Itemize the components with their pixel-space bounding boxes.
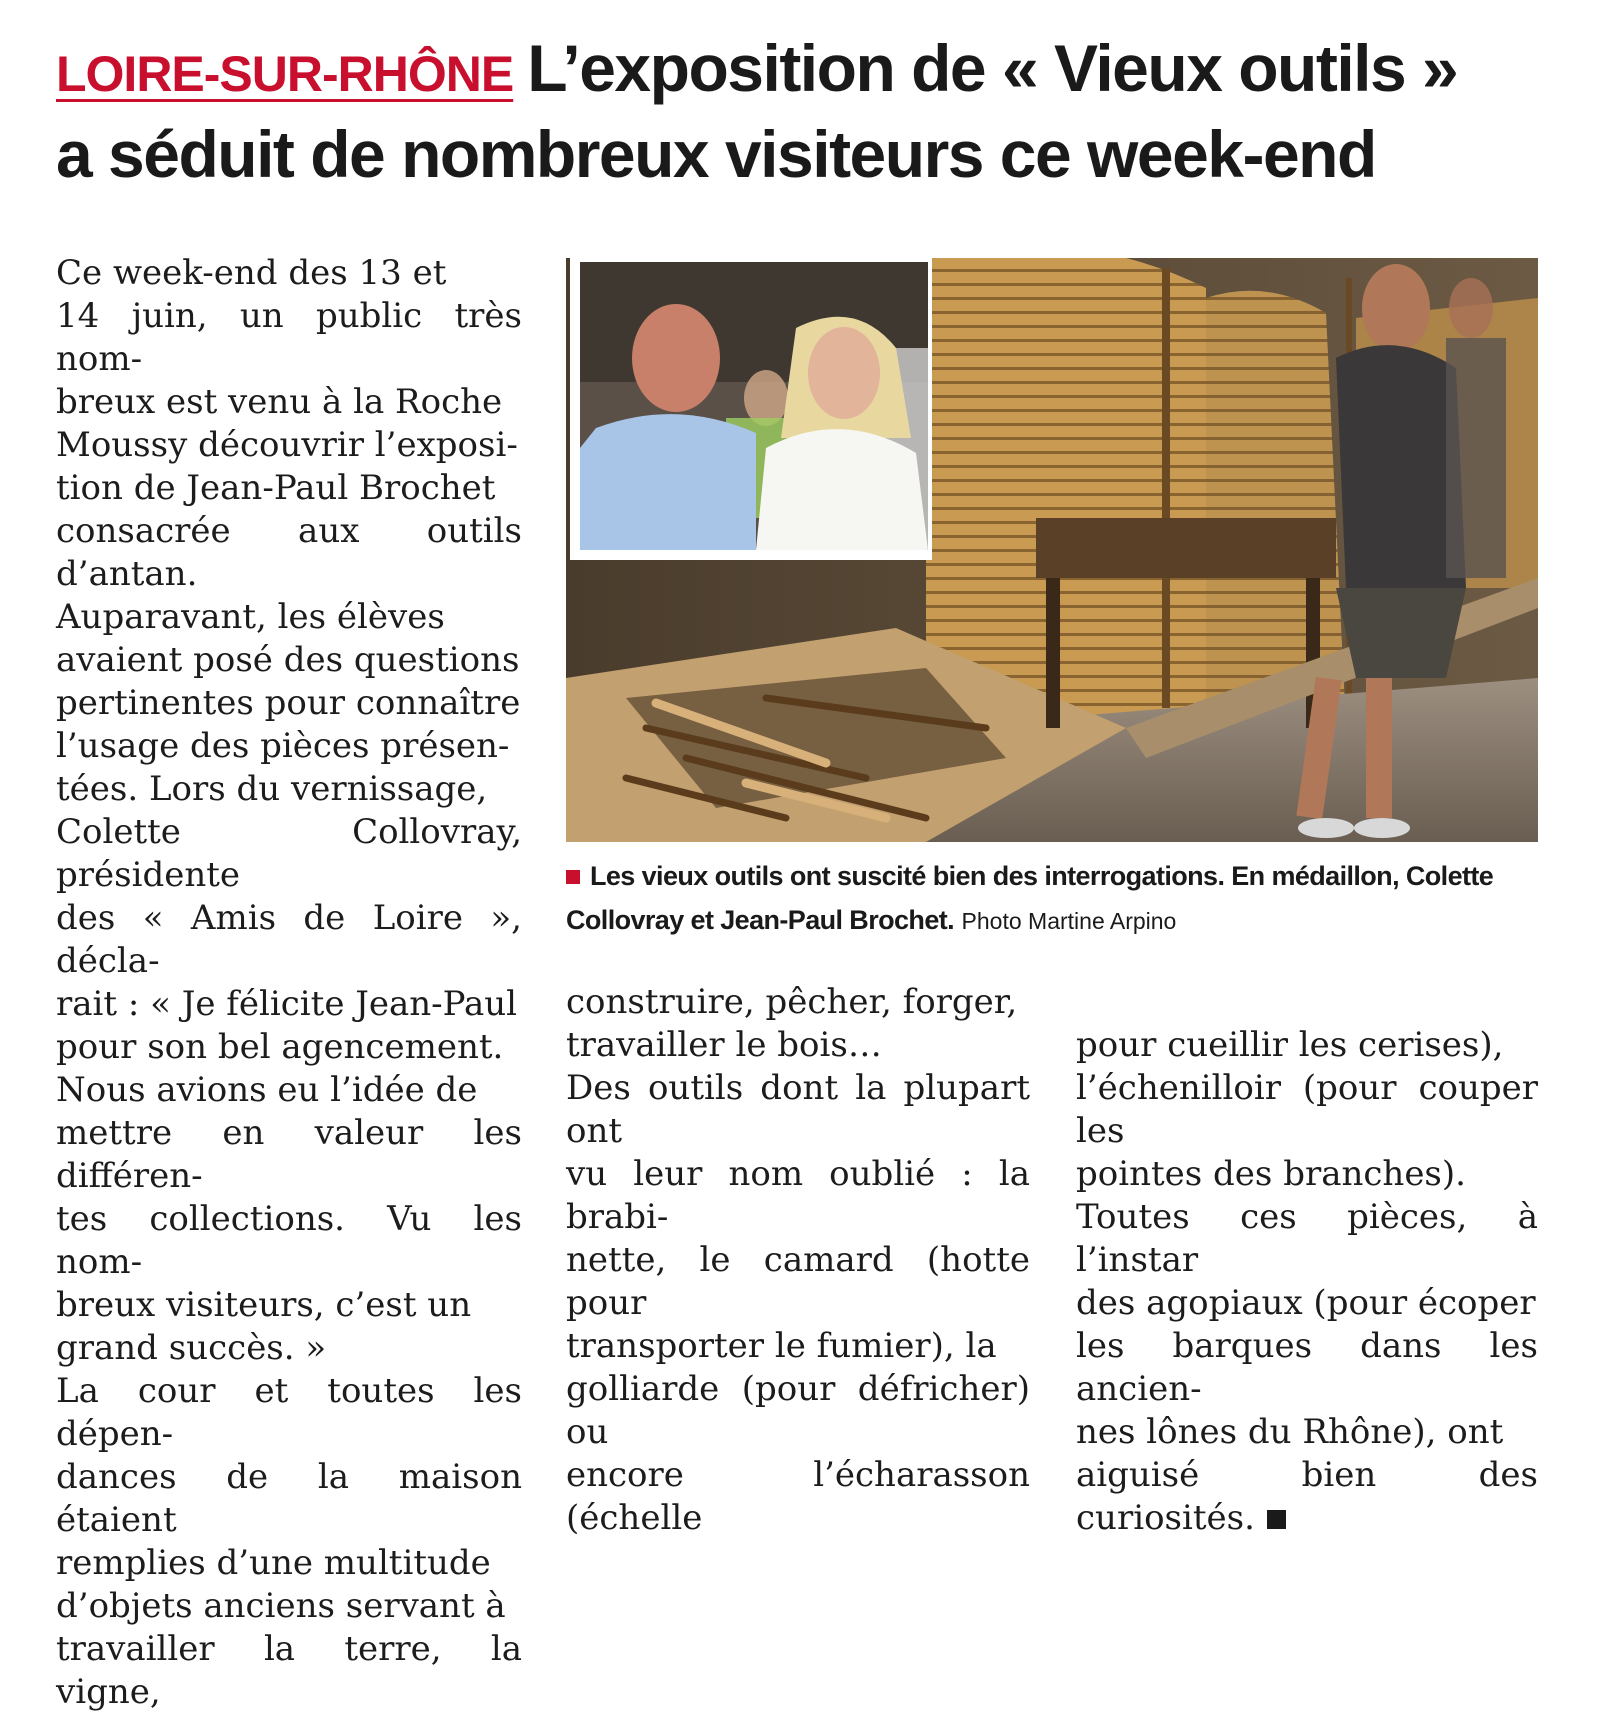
- article-photo: [566, 258, 1538, 842]
- caption-text: Les vieux outils ont suscité bien des interrogations. En médaillon, Colette Collovray et Jean-Paul Brochet.: [566, 861, 1494, 935]
- headline-line-2: a séduit de nombreux visiteurs ce week-end: [56, 117, 1376, 191]
- photo-credit: Photo Martine Arpino: [961, 908, 1177, 934]
- headline: [56, 28, 1566, 194]
- end-mark-icon: [1267, 1510, 1286, 1529]
- photo-caption: [566, 854, 1538, 943]
- headline-line-1: L’exposition de « Vieux outils »: [527, 31, 1458, 105]
- body-column-2: construire, pêcher, forger, travailler le bois… Des outils dont la plupart ont vu leur nom oublié : la brabi- nette, le camard (hotte pour transporter le fumier), la golliarde (pour défricher) ou encore l’écharasson (échelle: [566, 982, 1030, 1538]
- body-column-3-wrapper: [1076, 981, 1538, 1540]
- section-kicker: LOIRE-SUR-RHÔNE: [56, 46, 514, 102]
- body-column-3: pour cueillir les cerises), l’échenilloir (pour couper les pointes des branches). Toutes ces pièces, à l’instar des agopiaux (pour écoper les barques dans les ancien- nes lônes du Rhône), ont aiguisé bien des curiosités.: [1076, 1025, 1538, 1538]
- body-column-1: Ce week-end des 13 et 14 juin, un public très nom- breux est venu à la Roche Moussy découvrir l’exposi- tion de Jean-Paul Brochet consacrée aux outils d’antan. Auparavant, les élèves avaient posé des questions pertinentes pour connaître l’usage des pièces présen- tées. Lors du vernissage, Colette Collovray, présidente des « Amis de Loire », décla- rait : « Je félicite Jean-Paul pour son bel agencement. Nous avions eu l’idée de mettre en valeur les différen- tes collections. Vu les nom- breux visiteurs, c’est un grand succès. » La cour et toutes les dépen- dances de la maison étaient remplies d’une multitude d’objets anciens servant à travailler la terre, la vigne,: [56, 253, 522, 1712]
- caption-marker-icon: [566, 870, 580, 884]
